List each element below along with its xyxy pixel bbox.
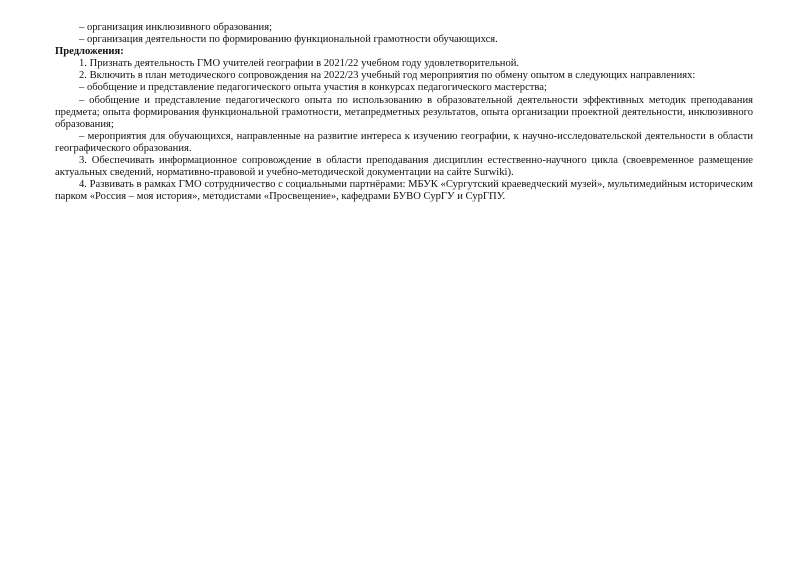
proposal-2-item-methods: – обобщение и представление педагогического опыта по использованию в образовательной деятельности эффективных методик преподавания предмета; опыта формирования функциональной грамотности, метапредметных результатов, опыта организации проектной деятельности, инклюзивного образования; <box>55 94 753 130</box>
document-page <box>55 22 753 203</box>
intro-item-inclusive: – организация инклюзивного образования; <box>79 22 273 33</box>
proposal-2: 2. Включить в план методического сопровождения на 2022/23 учебный год мероприятия по обмену опытом в следующих направлениях: <box>79 70 696 82</box>
proposal-4: 4. Развивать в рамках ГМО сотрудничество с социальными партнёрами: МБУК «Сургутский краеведческий музей», мультимедийным историческим парком «Россия – моя история», методистами «Просвещение», кафедрами БУВО СурГУ и СурГПУ. <box>55 179 753 203</box>
intro-item-literacy: – организация деятельности по формированию функциональной грамотности обучающихся. <box>79 34 498 46</box>
proposal-3: 3. Обеспечивать информационное сопровождение в области преподавания дисциплин естественно-научного цикла (своевременное размещение актуальных сведений, нормативно-правовой и учебно-методической документации на сайте Surwiki). <box>55 155 753 179</box>
section-heading-proposals: Предложения: <box>55 46 124 58</box>
proposal-1: 1. Признать деятельность ГМО учителей географии в 2021/22 учебном году удовлетворительной. <box>79 58 520 70</box>
proposal-2-item-contests: – обобщение и представление педагогического опыта участия в конкурсах педагогического мастерства; <box>79 82 547 94</box>
proposal-2-item-students: – мероприятия для обучающихся, направленные на развитие интереса к изучению географии, к научно-исследовательской деятельности в области географического образования. <box>55 130 753 154</box>
